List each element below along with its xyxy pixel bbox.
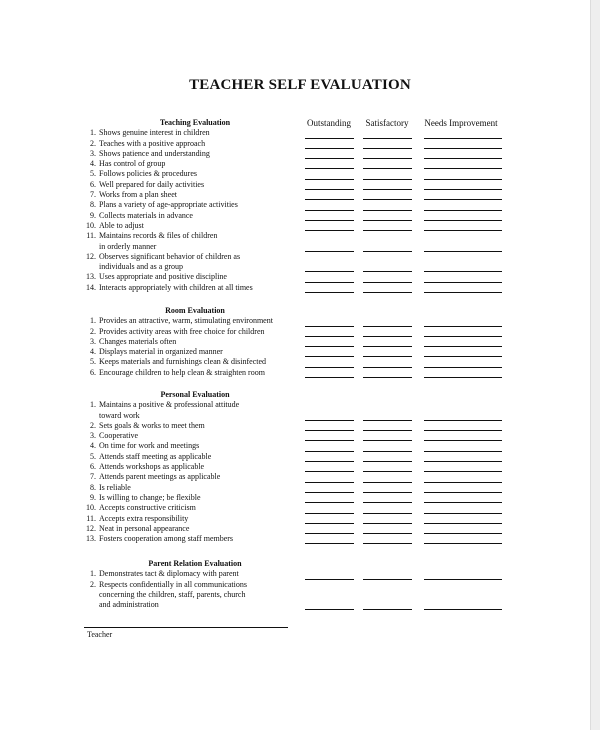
rating-line-outstanding[interactable] bbox=[305, 471, 354, 472]
rating-line-needs-improvement[interactable] bbox=[424, 367, 502, 368]
rating-line-needs-improvement[interactable] bbox=[424, 199, 502, 200]
rating-line-outstanding[interactable] bbox=[305, 420, 354, 421]
item-text-line: Plans a variety of age-appropriate activities bbox=[99, 200, 238, 210]
evaluation-item bbox=[84, 534, 306, 544]
item-text bbox=[99, 569, 306, 579]
item-text-line: On time for work and meetings bbox=[99, 441, 200, 451]
rating-line-outstanding[interactable] bbox=[305, 326, 354, 327]
section-teaching-evaluation bbox=[84, 118, 306, 293]
item-text-line: Shows genuine interest in children bbox=[99, 128, 210, 138]
rating-line-satisfactory[interactable] bbox=[363, 282, 412, 283]
rating-line-outstanding[interactable] bbox=[305, 579, 354, 580]
column-header-needs-improvement: Needs Improvement bbox=[424, 118, 498, 128]
item-number: 5. bbox=[90, 169, 96, 179]
item-text-line: Encourage children to help clean & straighten room bbox=[99, 367, 265, 377]
item-text-line: Accepts constructive criticism bbox=[99, 503, 196, 513]
rating-line-needs-improvement[interactable] bbox=[424, 326, 502, 327]
item-text bbox=[99, 347, 306, 357]
item-text bbox=[99, 483, 306, 493]
rating-line-needs-improvement[interactable] bbox=[424, 523, 502, 524]
rating-line-satisfactory[interactable] bbox=[363, 356, 412, 357]
evaluation-item bbox=[84, 462, 306, 472]
item-text-line: Well prepared for daily activities bbox=[99, 179, 205, 189]
rating-line-needs-improvement[interactable] bbox=[424, 220, 502, 221]
evaluation-item bbox=[84, 211, 306, 221]
item-text-line: Demonstrates tact & diplomacy with parent bbox=[99, 569, 239, 579]
rating-line-satisfactory[interactable] bbox=[363, 420, 412, 421]
rating-line-needs-improvement[interactable] bbox=[424, 251, 502, 252]
evaluation-item bbox=[84, 337, 306, 347]
rating-line-satisfactory[interactable] bbox=[363, 440, 412, 441]
item-number: 11. bbox=[86, 513, 96, 523]
item-text bbox=[99, 169, 306, 179]
evaluation-item bbox=[84, 149, 306, 159]
evaluation-item bbox=[84, 272, 306, 282]
rating-line-satisfactory[interactable] bbox=[363, 502, 412, 503]
rating-line-satisfactory[interactable] bbox=[363, 168, 412, 169]
rating-line-outstanding[interactable] bbox=[305, 199, 354, 200]
item-number: 8. bbox=[90, 200, 96, 210]
section-heading: Teaching Evaluation bbox=[159, 118, 231, 127]
section-heading: Parent Relation Evaluation bbox=[148, 559, 242, 568]
item-number: 1. bbox=[90, 316, 96, 326]
item-text bbox=[99, 514, 306, 524]
evaluation-item bbox=[84, 483, 306, 493]
item-number: 9. bbox=[90, 210, 96, 220]
evaluation-item bbox=[84, 316, 306, 326]
evaluation-item bbox=[84, 493, 306, 503]
item-text-line: Keeps materials and furnishings clean & disinfected bbox=[99, 357, 267, 367]
item-text-line: Is reliable bbox=[99, 482, 131, 492]
evaluation-item bbox=[84, 231, 306, 252]
evaluation-item bbox=[84, 128, 306, 138]
item-text-line: Follows policies & procedures bbox=[99, 169, 197, 179]
item-text bbox=[99, 180, 306, 190]
rating-line-needs-improvement[interactable] bbox=[424, 513, 502, 514]
rating-line-outstanding[interactable] bbox=[305, 533, 354, 534]
rating-line-needs-improvement[interactable] bbox=[424, 158, 502, 159]
rating-line-outstanding[interactable] bbox=[305, 148, 354, 149]
item-text bbox=[99, 128, 306, 138]
rating-line-satisfactory[interactable] bbox=[363, 543, 412, 544]
rating-line-outstanding[interactable] bbox=[305, 377, 354, 378]
rating-line-satisfactory[interactable] bbox=[363, 158, 412, 159]
item-number: 14. bbox=[86, 282, 96, 292]
item-text bbox=[99, 441, 306, 451]
item-text-line: Respects confidentially in all communications bbox=[99, 579, 247, 589]
rating-line-needs-improvement[interactable] bbox=[424, 179, 502, 180]
evaluation-item bbox=[84, 347, 306, 357]
rating-line-satisfactory[interactable] bbox=[363, 533, 412, 534]
rating-line-outstanding[interactable] bbox=[305, 367, 354, 368]
rating-line-outstanding[interactable] bbox=[305, 482, 354, 483]
item-text-line: Collects materials in advance bbox=[99, 210, 193, 220]
rating-line-needs-improvement[interactable] bbox=[424, 482, 502, 483]
rating-line-outstanding[interactable] bbox=[305, 336, 354, 337]
item-text-line: Attends parent meetings as applicable bbox=[99, 472, 221, 482]
evaluation-item bbox=[84, 159, 306, 169]
section-room-evaluation bbox=[84, 306, 306, 378]
item-text-line: Displays material in organized manner bbox=[99, 347, 223, 357]
rating-line-outstanding[interactable] bbox=[305, 451, 354, 452]
rating-line-needs-improvement[interactable] bbox=[424, 579, 502, 580]
item-text-line: Has control of group bbox=[99, 159, 166, 169]
item-number: 3. bbox=[90, 148, 96, 158]
item-text bbox=[99, 524, 306, 534]
item-number: 9. bbox=[90, 492, 96, 502]
rating-line-satisfactory[interactable] bbox=[363, 220, 412, 221]
item-text-line: and administration bbox=[99, 600, 159, 610]
item-number: 6. bbox=[90, 462, 96, 472]
item-number: 12. bbox=[86, 523, 96, 533]
rating-line-outstanding[interactable] bbox=[305, 179, 354, 180]
rating-line-needs-improvement[interactable] bbox=[424, 377, 502, 378]
item-number: 4. bbox=[90, 159, 96, 169]
rating-line-needs-improvement[interactable] bbox=[424, 346, 502, 347]
item-text-line: Shows patience and understanding bbox=[99, 148, 210, 158]
rating-line-outstanding[interactable] bbox=[305, 271, 354, 272]
rating-line-outstanding[interactable] bbox=[305, 346, 354, 347]
item-text bbox=[99, 139, 306, 149]
rating-line-needs-improvement[interactable] bbox=[424, 138, 502, 139]
rating-line-outstanding[interactable] bbox=[305, 523, 354, 524]
item-text-line: Works from a plan sheet bbox=[99, 190, 177, 200]
signature-label: Teacher bbox=[87, 630, 113, 639]
item-text bbox=[99, 272, 306, 282]
item-text bbox=[99, 368, 306, 378]
rating-line-satisfactory[interactable] bbox=[363, 189, 412, 190]
rating-line-outstanding[interactable] bbox=[305, 430, 354, 431]
rating-line-outstanding[interactable] bbox=[305, 543, 354, 544]
item-text bbox=[99, 462, 306, 472]
item-text bbox=[99, 357, 306, 367]
item-text bbox=[99, 211, 306, 221]
rating-line-satisfactory[interactable] bbox=[363, 271, 412, 272]
item-text-line: Maintains records & files of children bbox=[99, 231, 218, 241]
evaluation-item bbox=[84, 580, 306, 611]
rating-line-needs-improvement[interactable] bbox=[424, 148, 502, 149]
rating-line-needs-improvement[interactable] bbox=[424, 230, 502, 231]
rating-line-outstanding[interactable] bbox=[305, 492, 354, 493]
item-number: 7. bbox=[90, 472, 96, 482]
rating-line-outstanding[interactable] bbox=[305, 461, 354, 462]
rating-line-outstanding[interactable] bbox=[305, 220, 354, 221]
item-number: 6. bbox=[90, 367, 96, 377]
rating-line-satisfactory[interactable] bbox=[363, 461, 412, 462]
section-personal-evaluation bbox=[84, 390, 306, 544]
rating-line-satisfactory[interactable] bbox=[363, 346, 412, 347]
item-text-line: Provides activity areas with free choice for children bbox=[99, 326, 265, 336]
item-number: 6. bbox=[90, 179, 96, 189]
section-parent-relation-evaluation bbox=[84, 559, 306, 610]
item-text-line: Uses appropriate and positive discipline bbox=[99, 272, 227, 282]
rating-line-satisfactory[interactable] bbox=[363, 451, 412, 452]
item-text-line: in orderly manner bbox=[99, 241, 157, 251]
evaluation-item bbox=[84, 357, 306, 367]
item-number: 1. bbox=[90, 128, 96, 138]
item-text-line: Observes significant behavior of children as bbox=[99, 251, 241, 261]
item-number: 2. bbox=[90, 420, 96, 430]
rating-line-satisfactory[interactable] bbox=[363, 367, 412, 368]
item-text bbox=[99, 190, 306, 200]
item-number: 11. bbox=[86, 231, 96, 241]
rating-line-needs-improvement[interactable] bbox=[424, 492, 502, 493]
item-number: 1. bbox=[90, 400, 96, 410]
rating-line-satisfactory[interactable] bbox=[363, 523, 412, 524]
item-number: 8. bbox=[90, 482, 96, 492]
item-text bbox=[99, 252, 306, 273]
item-text-line: Cooperative bbox=[99, 431, 139, 441]
rating-line-satisfactory[interactable] bbox=[363, 148, 412, 149]
rating-line-needs-improvement[interactable] bbox=[424, 336, 502, 337]
item-text bbox=[99, 316, 306, 326]
evaluation-item bbox=[84, 200, 306, 210]
item-text bbox=[99, 400, 306, 421]
rating-line-needs-improvement[interactable] bbox=[424, 292, 502, 293]
item-text bbox=[99, 580, 306, 611]
item-text bbox=[99, 421, 306, 431]
rating-line-outstanding[interactable] bbox=[305, 230, 354, 231]
rating-line-needs-improvement[interactable] bbox=[424, 451, 502, 452]
evaluation-item bbox=[84, 514, 306, 524]
rating-line-satisfactory[interactable] bbox=[363, 210, 412, 211]
item-number: 10. bbox=[86, 220, 96, 230]
item-number: 2. bbox=[90, 326, 96, 336]
item-text bbox=[99, 337, 306, 347]
item-text-line: Attends workshops as applicable bbox=[99, 462, 205, 472]
rating-line-outstanding[interactable] bbox=[305, 251, 354, 252]
item-number: 2. bbox=[90, 138, 96, 148]
rating-line-outstanding[interactable] bbox=[305, 609, 354, 610]
item-text bbox=[99, 327, 306, 337]
evaluation-item bbox=[84, 327, 306, 337]
item-text bbox=[99, 431, 306, 441]
evaluation-item bbox=[84, 431, 306, 441]
evaluation-item bbox=[84, 441, 306, 451]
item-number: 1. bbox=[90, 569, 96, 579]
item-text bbox=[99, 534, 306, 544]
rating-line-outstanding[interactable] bbox=[305, 158, 354, 159]
item-text-line: Interacts appropriately with children at all times bbox=[99, 282, 253, 292]
rating-line-satisfactory[interactable] bbox=[363, 326, 412, 327]
rating-line-outstanding[interactable] bbox=[305, 168, 354, 169]
item-number: 7. bbox=[90, 190, 96, 200]
evaluation-item bbox=[84, 421, 306, 431]
item-text bbox=[99, 493, 306, 503]
rating-line-needs-improvement[interactable] bbox=[424, 282, 502, 283]
rating-line-satisfactory[interactable] bbox=[363, 513, 412, 514]
rating-line-satisfactory[interactable] bbox=[363, 482, 412, 483]
item-text bbox=[99, 472, 306, 482]
item-text-line: Fosters cooperation among staff members bbox=[99, 534, 234, 544]
rating-line-outstanding[interactable] bbox=[305, 138, 354, 139]
rating-line-outstanding[interactable] bbox=[305, 356, 354, 357]
rating-line-needs-improvement[interactable] bbox=[424, 420, 502, 421]
rating-line-needs-improvement[interactable] bbox=[424, 430, 502, 431]
rating-line-outstanding[interactable] bbox=[305, 282, 354, 283]
rating-line-needs-improvement[interactable] bbox=[424, 356, 502, 357]
item-text bbox=[99, 452, 306, 462]
rating-line-needs-improvement[interactable] bbox=[424, 210, 502, 211]
rating-line-needs-improvement[interactable] bbox=[424, 502, 502, 503]
item-text-line: Able to adjust bbox=[99, 220, 144, 230]
item-text-line: Provides an attractive, warm, stimulating environment bbox=[99, 316, 273, 326]
page-edge bbox=[590, 0, 600, 730]
item-number: 2. bbox=[90, 579, 96, 589]
item-text-line: Teaches with a positive approach bbox=[99, 138, 206, 148]
item-text-line: Sets goals & works to meet them bbox=[99, 420, 205, 430]
item-number: 13. bbox=[86, 272, 96, 282]
evaluation-item bbox=[84, 452, 306, 462]
rating-line-needs-improvement[interactable] bbox=[424, 440, 502, 441]
rating-line-outstanding[interactable] bbox=[305, 440, 354, 441]
item-text-line: Is willing to change; be flexible bbox=[99, 492, 201, 502]
item-text bbox=[99, 149, 306, 159]
evaluation-item bbox=[84, 400, 306, 421]
rating-line-satisfactory[interactable] bbox=[363, 492, 412, 493]
rating-line-needs-improvement[interactable] bbox=[424, 168, 502, 169]
rating-line-satisfactory[interactable] bbox=[363, 609, 412, 610]
rating-line-needs-improvement[interactable] bbox=[424, 543, 502, 544]
section-heading: Room Evaluation bbox=[165, 306, 225, 315]
rating-line-needs-improvement[interactable] bbox=[424, 609, 502, 610]
evaluation-item bbox=[84, 503, 306, 513]
rating-line-satisfactory[interactable] bbox=[363, 471, 412, 472]
item-number: 3. bbox=[90, 336, 96, 346]
item-text bbox=[99, 221, 306, 231]
rating-line-satisfactory[interactable] bbox=[363, 199, 412, 200]
evaluation-item bbox=[84, 139, 306, 149]
rating-line-needs-improvement[interactable] bbox=[424, 189, 502, 190]
rating-line-needs-improvement[interactable] bbox=[424, 533, 502, 534]
item-text bbox=[99, 159, 306, 169]
item-text bbox=[99, 503, 306, 513]
item-number: 10. bbox=[86, 503, 96, 513]
evaluation-item bbox=[84, 283, 306, 293]
item-number: 12. bbox=[86, 251, 96, 261]
evaluation-item bbox=[84, 569, 306, 579]
item-text bbox=[99, 283, 306, 293]
item-text bbox=[99, 200, 306, 210]
rating-line-satisfactory[interactable] bbox=[363, 377, 412, 378]
rating-line-needs-improvement[interactable] bbox=[424, 271, 502, 272]
signature-line[interactable] bbox=[84, 627, 288, 628]
item-number: 3. bbox=[90, 431, 96, 441]
column-header-outstanding: Outstanding bbox=[307, 118, 351, 128]
item-number: 4. bbox=[90, 441, 96, 451]
evaluation-item bbox=[84, 190, 306, 200]
rating-line-satisfactory[interactable] bbox=[363, 138, 412, 139]
column-header-satisfactory: Satisfactory bbox=[365, 118, 409, 128]
item-number: 5. bbox=[90, 357, 96, 367]
evaluation-item bbox=[84, 221, 306, 231]
item-text-line: Attends staff meeting as applicable bbox=[99, 451, 212, 461]
item-text-line: concerning the children, staff, parents, church bbox=[99, 589, 246, 599]
evaluation-item bbox=[84, 524, 306, 534]
evaluation-item bbox=[84, 368, 306, 378]
rating-line-needs-improvement[interactable] bbox=[424, 471, 502, 472]
page-title: TEACHER SELF EVALUATION bbox=[189, 77, 411, 93]
rating-line-satisfactory[interactable] bbox=[363, 179, 412, 180]
rating-line-needs-improvement[interactable] bbox=[424, 461, 502, 462]
evaluation-item bbox=[84, 169, 306, 179]
item-text-line: individuals and as a group bbox=[99, 262, 183, 272]
rating-line-satisfactory[interactable] bbox=[363, 430, 412, 431]
rating-line-outstanding[interactable] bbox=[305, 210, 354, 211]
rating-line-outstanding[interactable] bbox=[305, 292, 354, 293]
item-number: 13. bbox=[86, 534, 96, 544]
rating-line-satisfactory[interactable] bbox=[363, 230, 412, 231]
section-heading: Personal Evaluation bbox=[160, 390, 230, 399]
rating-line-outstanding[interactable] bbox=[305, 502, 354, 503]
item-text-line: Changes materials often bbox=[99, 336, 177, 346]
rating-line-satisfactory[interactable] bbox=[363, 251, 412, 252]
item-text-line: Maintains a positive & professional attitude bbox=[99, 400, 240, 410]
evaluation-item bbox=[84, 472, 306, 482]
item-text-line: toward work bbox=[99, 410, 140, 420]
rating-line-satisfactory[interactable] bbox=[363, 292, 412, 293]
item-number: 5. bbox=[90, 451, 96, 461]
rating-line-outstanding[interactable] bbox=[305, 189, 354, 190]
evaluation-item bbox=[84, 180, 306, 190]
item-text-line: Accepts extra responsibility bbox=[99, 513, 189, 523]
rating-line-satisfactory[interactable] bbox=[363, 579, 412, 580]
item-text bbox=[99, 231, 306, 252]
item-text-line: Neat in personal appearance bbox=[99, 523, 190, 533]
item-number: 4. bbox=[90, 347, 96, 357]
rating-line-outstanding[interactable] bbox=[305, 513, 354, 514]
evaluation-item bbox=[84, 252, 306, 273]
rating-line-satisfactory[interactable] bbox=[363, 336, 412, 337]
